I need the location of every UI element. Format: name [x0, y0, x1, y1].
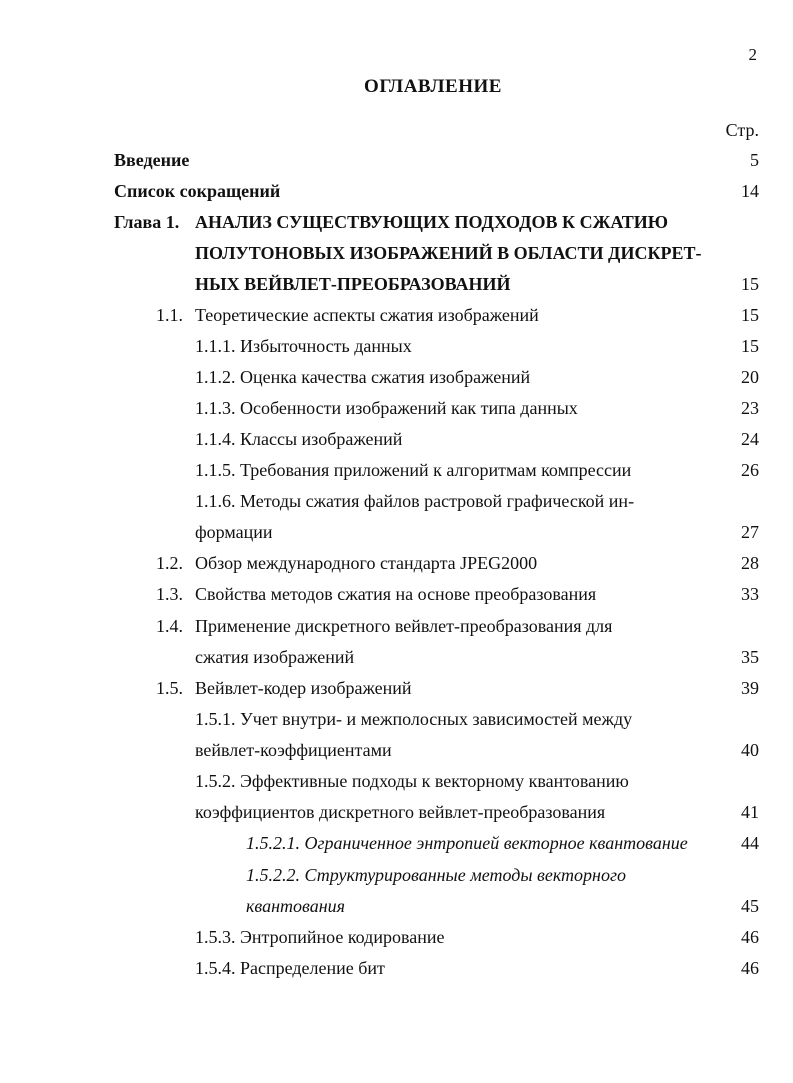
toc-entry-1-1-6-line2[interactable]: формации: [195, 522, 273, 542]
toc-entry-1-1[interactable]: Теоретические аспекты сжатия изображений: [195, 305, 539, 325]
toc-page-1-5-3: 46: [741, 927, 759, 947]
toc-section-number: 1.2.: [156, 553, 183, 573]
toc-entry-1-5-2-line2[interactable]: коэффициентов дискретного вейвлет-преобразования: [195, 802, 606, 822]
toc-section-number: 1.5.: [156, 678, 183, 698]
toc-chapter-number: Глава 1.: [114, 212, 180, 232]
toc-page-1-1-4: 24: [741, 429, 759, 449]
toc-entry-1-1-3[interactable]: 1.1.3. Особенности изображений как типа данных: [195, 398, 578, 418]
toc-page-1-3: 33: [741, 584, 759, 604]
toc-page-1-1-1: 15: [741, 336, 759, 356]
toc-page-1-4: 35: [741, 647, 759, 667]
page-number: 2: [748, 45, 757, 64]
toc-entry-1-5-2[interactable]: 1.5.2. Эффективные подходы к векторному квантованию: [195, 771, 629, 791]
toc-page-intro: 5: [750, 150, 759, 170]
toc-section-number: 1.4.: [156, 616, 183, 636]
toc-entry-1-1-1[interactable]: 1.1.1. Избыточность данных: [195, 336, 412, 356]
toc-entry-1-5-2-2-line2[interactable]: квантования: [246, 896, 346, 916]
toc-page-1-5-2-1: 44: [741, 833, 759, 853]
toc-entry-chapter1-line2[interactable]: ПОЛУТОНОВЫХ ИЗОБРАЖЕНИЙ В ОБЛАСТИ ДИСКРЕТ-: [195, 243, 702, 263]
toc-page-1-5-1: 40: [741, 740, 759, 760]
toc-entry-1-1-2[interactable]: 1.1.2. Оценка качества сжатия изображений: [195, 367, 531, 387]
toc-entry-1-5-4[interactable]: 1.5.4. Распределение бит: [195, 958, 385, 978]
toc-title: ОГЛАВЛЕНИЕ: [364, 76, 502, 97]
toc-page-1-5-4: 46: [741, 958, 759, 978]
toc-entry-chapter1[interactable]: АНАЛИЗ СУЩЕСТВУЮЩИХ ПОДХОДОВ К СЖАТИЮ: [195, 212, 669, 232]
toc-entry-1-5-2-2[interactable]: 1.5.2.2. Структурированные методы векторного: [246, 865, 626, 885]
toc-page-1-1: 15: [741, 305, 759, 325]
toc-entry-1-2[interactable]: Обзор международного стандарта JPEG2000: [195, 553, 538, 573]
page-column-header: Стр.: [725, 120, 759, 140]
toc-entry-abbreviations[interactable]: Список сокращений: [114, 181, 281, 201]
toc-entry-intro[interactable]: Введение: [114, 150, 190, 170]
toc-entry-1-3[interactable]: Свойства методов сжатия на основе преобразования: [195, 584, 597, 604]
toc-entry-1-5-1[interactable]: 1.5.1. Учет внутри- и межполосных зависимостей между: [195, 709, 633, 729]
toc-page-1-5: 39: [741, 678, 759, 698]
toc-entry-1-1-5[interactable]: 1.1.5. Требования приложений к алгоритмам компрессии: [195, 460, 632, 480]
toc-entry-1-5-2-1[interactable]: 1.5.2.1. Ограниченное энтропией векторное квантование: [246, 833, 688, 853]
toc-page-1-1-3: 23: [741, 398, 759, 418]
toc-page-1-5-2-2: 45: [741, 896, 759, 916]
toc-section-number: 1.3.: [156, 584, 183, 604]
toc-page-abbreviations: 14: [741, 181, 759, 201]
toc-entry-1-4-line2[interactable]: сжатия изображений: [195, 647, 355, 667]
toc-entry-1-5-3[interactable]: 1.5.3. Энтропийное кодирование: [195, 927, 445, 947]
toc-section-number: 1.1.: [156, 305, 183, 325]
toc-entry-1-1-6[interactable]: 1.1.6. Методы сжатия файлов растровой графической ин-: [195, 491, 635, 511]
toc-entry-1-5-1-line2[interactable]: вейвлет-коэффициентами: [195, 740, 392, 760]
toc-page-1-5-2: 41: [741, 802, 759, 822]
toc-page-1-1-6: 27: [741, 522, 759, 542]
toc-page-1-1-5: 26: [741, 460, 759, 480]
toc-page-1-2: 28: [741, 553, 759, 573]
toc-page-chapter1: 15: [741, 274, 759, 294]
toc-page-1-1-2: 20: [741, 367, 759, 387]
toc-entry-1-1-4[interactable]: 1.1.4. Классы изображений: [195, 429, 403, 449]
toc-entry-1-4[interactable]: Применение дискретного вейвлет-преобразования для: [195, 616, 613, 636]
toc-entry-1-5[interactable]: Вейвлет-кодер изображений: [195, 678, 412, 698]
toc-entry-chapter1-line3[interactable]: НЫХ ВЕЙВЛЕТ-ПРЕОБРАЗОВАНИЙ: [195, 274, 511, 294]
